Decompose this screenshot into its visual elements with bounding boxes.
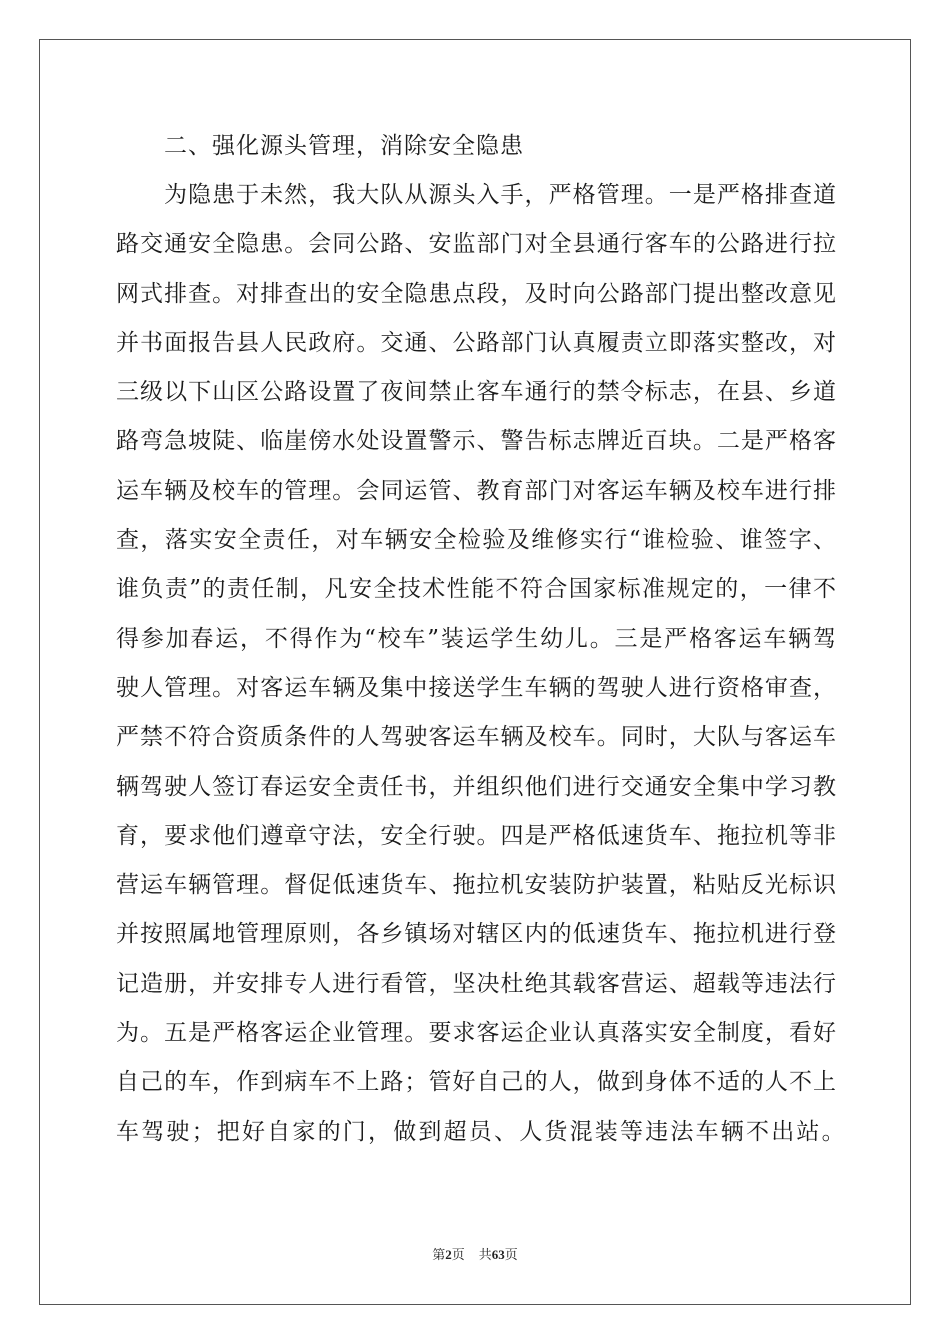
- paragraph: [116, 171, 847, 1157]
- page-prefix: 第: [432, 1247, 446, 1262]
- section-heading: 二、强化源头管理，消除安全隐患: [164, 133, 524, 159]
- paragraph-line: 运车辆及校车的管理。会同运管、教育部门对客运车辆及校车进行排: [116, 477, 836, 504]
- paragraph-line: 为隐患于未然，我大队从源头入手，严格管理。一是严格排查道: [164, 182, 836, 208]
- paragraph-line: 谁负责”的责任制，凡安全技术性能不符合国家标准规定的，一律不: [116, 576, 836, 603]
- paragraph-line: 并书面报告县人民政府。交通、公路部门认真履责立即落实整改，对: [116, 329, 836, 356]
- paragraph-line: 查，落实安全责任，对车辆安全检验及维修实行“谁检验、谁签字、: [116, 527, 836, 554]
- paragraph-line: 路交通安全隐患。会同公路、安监部门对全县通行客车的公路进行拉: [116, 231, 836, 258]
- page-unit: 页: [451, 1247, 465, 1262]
- page-number: 2: [445, 1247, 452, 1262]
- page-footer: [0, 1246, 950, 1264]
- paragraph-line: 车驾驶；把好自家的门，做到超员、人货混装等违法车辆不出站。: [116, 1118, 847, 1145]
- paragraph-line: 自己的车，作到病车不上路；管好自己的人，做到身体不适的人不上: [116, 1069, 836, 1096]
- paragraph-line: 路弯急坡陡、临崖傍水处设置警示、警告标志牌近百块。二是严格客: [116, 428, 836, 455]
- paragraph-line: 驶人管理。对客运车辆及集中接送学生车辆的驾驶人进行资格审查，: [116, 674, 836, 701]
- paragraph-line: 网式排查。对排查出的安全隐患点段，及时向公路部门提出整改意见: [116, 280, 836, 307]
- total-unit: 页: [504, 1247, 518, 1262]
- paragraph-line: 得参加春运，不得作为“校车”装运学生幼儿。三是严格客运车辆驾: [116, 625, 836, 652]
- paragraph-line: 育，要求他们遵章守法，安全行驶。四是严格低速货车、拖拉机等非: [116, 822, 836, 849]
- paragraph-line: 记造册，并安排专人进行看管，坚决杜绝其载客营运、超载等违法行: [116, 970, 836, 997]
- paragraph-line: 为。五是严格客运企业管理。要求客运企业认真落实安全制度，看好: [116, 1020, 836, 1047]
- paragraph-line: 三级以下山区公路设置了夜间禁止客车通行的禁令标志，在县、乡道: [116, 379, 836, 406]
- paragraph-line: 并按照属地管理原则，各乡镇场对辖区内的低速货车、拖拉机进行登: [116, 921, 836, 948]
- paragraph-line: 营运车辆管理。督促低速货车、拖拉机安装防护装置，粘贴反光标识: [116, 872, 836, 899]
- total-prefix: 共: [478, 1247, 492, 1262]
- paragraph-line: 辆驾驶人签订春运安全责任书，并组织他们进行交通安全集中学习教: [116, 773, 836, 800]
- total-pages: 63: [491, 1247, 505, 1262]
- paragraph-line: 严禁不符合资质条件的人驾驶客运车辆及校车。同时，大队与客运车: [116, 724, 836, 751]
- document-body: [116, 122, 847, 1157]
